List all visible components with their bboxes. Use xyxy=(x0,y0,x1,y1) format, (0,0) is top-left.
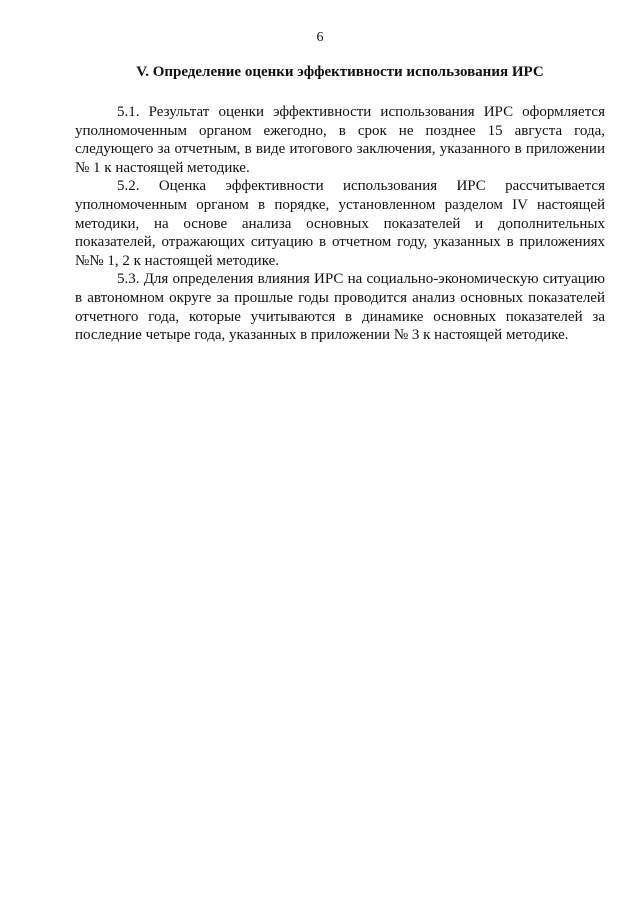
page-number: 6 xyxy=(316,30,324,45)
section-title: V. Определение оценки эффективности использования ИРС xyxy=(136,64,544,80)
paragraph-5-2: 5.2. Оценка эффективности использования ИРС рассчитывается уполномоченным органом в порядке, установленном разделом IV настоящей методики, на основе анализа основных показателей и дополнительных показателей, отражающих ситуацию в отчетном году, указанных в приложениях №№ 1, 2 к настоящей методике. xyxy=(75,178,605,269)
paragraph-5-1: 5.1. Результат оценки эффективности использования ИРС оформляется уполномоченным органом ежегодно, в срок не позднее 15 августа года, следующего за отчетным, в виде итогового заключения, указанного в приложении № 1 к настоящей методике. xyxy=(75,104,605,176)
section-body xyxy=(75,103,605,345)
paragraph-5-3: 5.3. Для определения влияния ИРС на социально-экономическую ситуацию в автономном округе за прошлые годы проводится анализ основных показателей отчетного года, которые учитываются в динамике основных показателей за последние четыре года, указанных в приложении № 3 к настоящей методике. xyxy=(75,271,605,344)
